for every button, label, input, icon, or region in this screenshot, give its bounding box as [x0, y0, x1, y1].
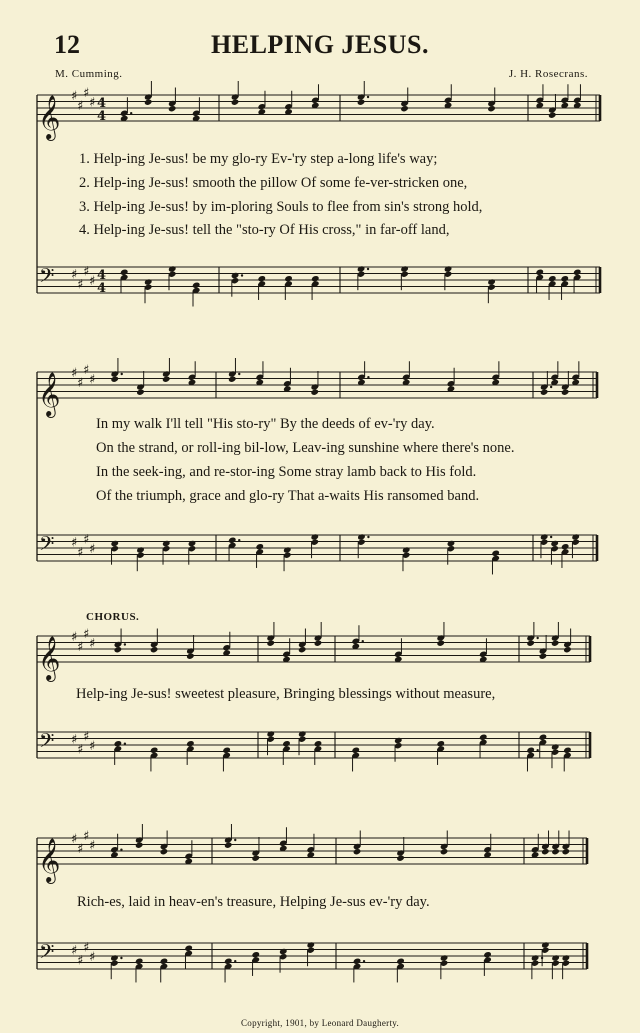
verse-4-line-2: Of the triumph, grace and glo-ry That a-waits His ransomed band. [96, 488, 480, 504]
sharp-icon: ♯ [83, 264, 90, 280]
note-head [162, 376, 171, 383]
sharp-icon: ♯ [71, 267, 78, 283]
chorus-label: CHORUS. [86, 611, 140, 623]
treble-clef-icon: 𝄞 [38, 372, 61, 416]
sharp-icon: ♯ [77, 639, 84, 655]
time-signature-denominator: 4 [97, 109, 107, 124]
bass-clef-icon: 𝄢 [39, 940, 55, 968]
note-head [541, 848, 550, 855]
note-head [266, 640, 275, 647]
sharp-icon: ♯ [71, 630, 78, 645]
sharp-icon: ♯ [89, 95, 96, 111]
sharp-icon: ♯ [77, 277, 84, 293]
sharp-icon: ♯ [83, 626, 90, 642]
sharp-icon: ♯ [71, 943, 78, 959]
sharp-icon: ♯ [89, 838, 96, 854]
bass-clef-icon: 𝄢 [39, 264, 55, 292]
bass-clef-icon: 𝄢 [39, 729, 55, 757]
dot [550, 536, 552, 538]
hymn-title: HELPING JESUS. [211, 30, 429, 59]
dot [234, 839, 236, 841]
sharp-icon: ♯ [83, 362, 90, 378]
dot [536, 637, 538, 639]
note-head [150, 646, 159, 653]
note-head [526, 640, 535, 647]
sharp-icon: ♯ [89, 950, 96, 965]
verse-1-line-1: 1. Help-ing Je-sus! be my glo-ry Ev-'ry step a-long life's way; [79, 151, 438, 167]
treble-clef-icon: 𝄞 [38, 95, 61, 139]
note-head [314, 640, 323, 647]
chorus-line-1: Help-ing Je-sus! sweetest pleasure, Bringing blessings without measure, [76, 686, 496, 702]
sharp-icon: ♯ [71, 535, 78, 551]
verse-1-line-2: In my walk I'll tell "His sto-ry" By the deeds of ev-'ry day. [96, 416, 435, 432]
page-number: 12 [54, 30, 80, 59]
sharp-icon: ♯ [83, 828, 90, 844]
dot [367, 96, 369, 98]
dot [130, 112, 132, 114]
sharp-icon: ♯ [77, 742, 84, 758]
chorus-line-2: Rich-es, laid in heav-en's treasure, Helping Je-sus ev-'ry day. [77, 894, 430, 910]
note-head [224, 842, 233, 849]
sharp-icon: ♯ [83, 532, 90, 548]
note-head [539, 653, 548, 660]
sharp-icon: ♯ [89, 636, 96, 652]
verse-3-line-2: In the seek-ing, and re-stor-ing Some stray lamb back to His fold. [96, 464, 477, 480]
dot [367, 268, 369, 270]
note-head [310, 389, 319, 396]
note-head [548, 112, 557, 119]
note-head [298, 646, 307, 653]
note-head [551, 640, 560, 647]
dot [234, 960, 236, 962]
note-head [436, 640, 445, 647]
note-head [186, 653, 195, 660]
sharp-icon: ♯ [77, 841, 84, 857]
verse-3-line-1: 3. Help-ing Je-sus! by im-ploring Souls to flee from sin's strong hold, [79, 199, 483, 215]
composer-credit: J. H. Rosecrans. [508, 68, 588, 80]
note-head [396, 855, 405, 862]
note-head [400, 105, 409, 112]
dot [120, 849, 122, 851]
treble-clef-icon: 𝄞 [38, 838, 61, 882]
time-signature-numerator: 4 [97, 96, 107, 111]
note-head [440, 848, 449, 855]
sharp-icon: ♯ [77, 545, 84, 561]
dot [124, 743, 126, 745]
verse-2-line-1: 2. Help-ing Je-sus! smooth the pillow Of some fe-ver-stricken one, [79, 175, 468, 191]
note-head [487, 105, 496, 112]
sharp-icon: ♯ [71, 89, 78, 104]
bass-clef-icon: 𝄢 [39, 532, 55, 560]
treble-clef-icon: 𝄞 [38, 636, 61, 680]
note-head [562, 848, 571, 855]
note-head [135, 842, 144, 849]
dot [238, 373, 240, 375]
sharp-icon: ♯ [71, 366, 78, 381]
dot [121, 373, 123, 375]
note-head [144, 99, 153, 106]
note-head [357, 99, 366, 106]
sharp-icon: ♯ [89, 372, 96, 388]
verse-2-line-2: On the strand, or roll-ing bil-low, Leav-ing sunshine where there's none. [96, 440, 515, 456]
sharp-icon: ♯ [77, 375, 84, 391]
sharp-icon: ♯ [77, 98, 84, 114]
note-head [228, 376, 237, 383]
dot [363, 960, 365, 962]
note-head [561, 389, 570, 396]
dot [238, 539, 240, 541]
copyright-notice: Copyright, 1901, by Leonard Daugherty. [240, 1018, 400, 1028]
sharp-icon: ♯ [77, 953, 84, 969]
sharp-icon: ♯ [89, 542, 96, 557]
dot [367, 536, 369, 538]
time-signature-numerator: 4 [97, 268, 107, 283]
sharp-icon: ♯ [89, 739, 96, 754]
sharp-icon: ♯ [71, 832, 78, 847]
dot [241, 274, 243, 276]
note-head [110, 376, 119, 383]
note-head [114, 646, 123, 653]
sharp-icon: ♯ [83, 85, 90, 101]
dot [124, 643, 126, 645]
dot [362, 640, 364, 642]
note-head [160, 848, 169, 855]
note-head [540, 389, 549, 396]
note-head [251, 855, 260, 862]
note-head [563, 646, 572, 653]
verse-4-line-1: 4. Help-ing Je-sus! tell the "sto-ry Of His cross," in far-off land, [79, 222, 450, 238]
author-credit: M. Cumming. [55, 68, 123, 80]
note-head [136, 389, 145, 396]
dot [120, 957, 122, 959]
dot [367, 376, 369, 378]
time-signature-denominator: 4 [97, 281, 107, 296]
sharp-icon: ♯ [83, 729, 90, 745]
sharp-icon: ♯ [83, 940, 90, 956]
sharp-icon: ♯ [89, 274, 96, 289]
note-head [353, 848, 362, 855]
note-head [168, 105, 177, 112]
note-head [551, 848, 560, 855]
dot [550, 386, 552, 388]
note-head [231, 99, 240, 106]
sharp-icon: ♯ [71, 732, 78, 748]
dot [536, 749, 538, 751]
